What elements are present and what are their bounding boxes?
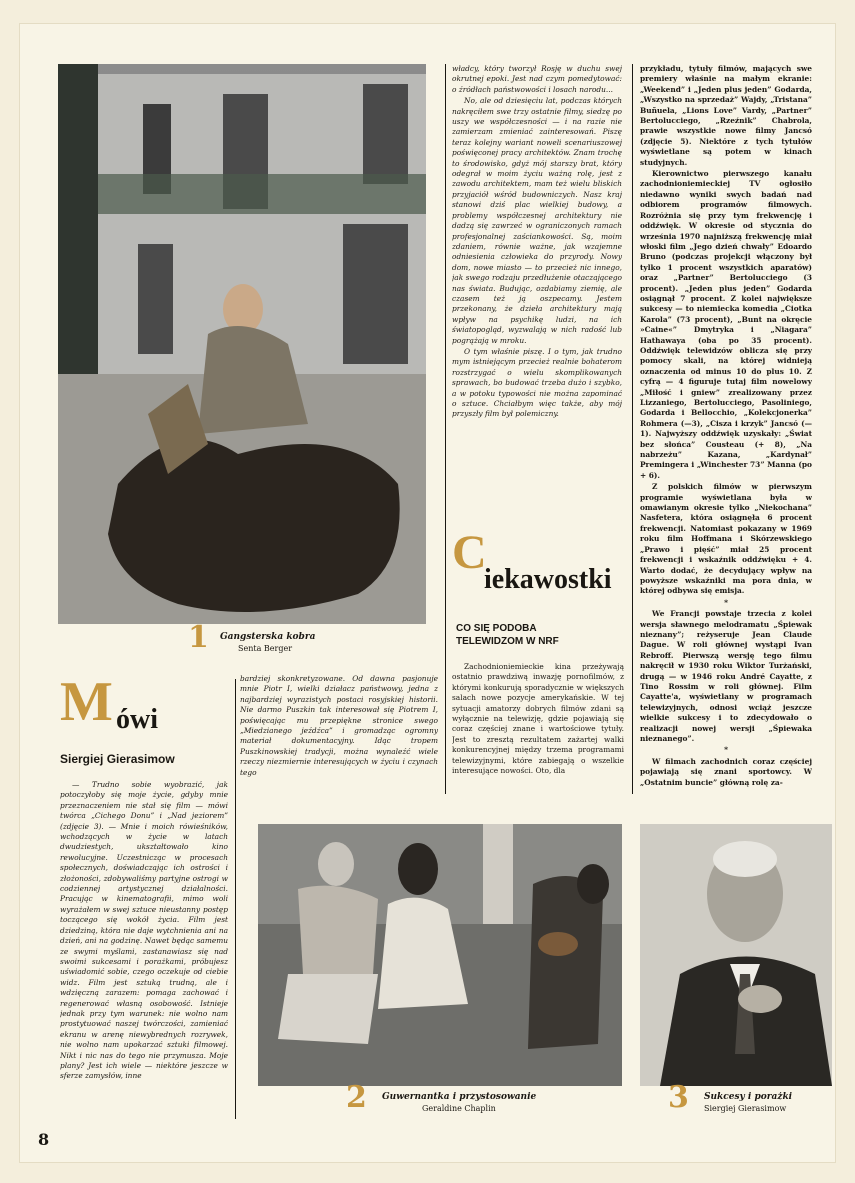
caption-3-number: 3 [668,1080,689,1115]
photo-senta-berger [58,64,426,624]
caption-1-subtitle: Senta Berger [238,644,293,653]
mowi-initial: M [60,671,113,733]
photo-1-image [58,64,426,624]
ciekawostki-subhead: CO SIĘ PODOBA TELEWIDZOM W NRF [456,623,559,647]
photo-geraldine-chaplin [258,824,622,1086]
divider-vertical-2 [632,64,633,794]
col5-para-e: W filmach zachodnich coraz częściej pojawiają się znani sportowcy. W „Ostatnim buncie” główną rolę za- [640,756,812,787]
col3-para-b: No, ale od dziesięciu lat, podczas których nakręciłem swe trzy ostatnie filmy, siedzę po uszy we współczesności — i na razie nie zamierzam zmieniać zainteresowań. Piszę teraz kolejny wariant noweli scenariuszowej poświęconej pracy architektów. Znam trochę to środowisko, gdyż mój starszy brat, który odegrał w moim życiu ważną rolę, jest z zawodu architektem, mam też wielu bliskich przyjaciół wśród budowniczych. Nasz kraj stanowi dziś plac wielkiej budowy, a problemy współczesnej architektury nie dadzą się zawrzeć w ograniczonych ramach profesjonalnej zaściankowości. Są, moim zdaniem, równie ważne, jak wzajemne odniesienia człowieka do przyrody. Nowy dom, nowe miasto — to przecież nic innego, jak swego rodzaju przedłużenie otaczającego nas świata. Budując, ozdabiamy ziemię, ale czasem też ją oszpecamy. Jestem przekonany, że dzieła architektury mają wpływ na psychikę ludzi, na ich światopogląd, wyzwalają w nich radość lub pogrążają w mroku. [452,96,622,345]
caption-1-title: Gangsterska kobra [220,632,316,642]
col3-para-c: O tym właśnie piszę. I o tym, jak trudno mym istniejącym przecież realnie bohaterom rozstrzygać o wielu skomplikowanych sprawach, bo budować trzeba dużo i szybko, a w potoku typowości nie można zapominać o sztuce. Chciałbym więc także, aby mój przyszły film był polemiczny. [452,346,622,419]
ciekawostki-title-rest: iekawostki [484,564,612,595]
col5-star-2: * [724,745,728,755]
caption-3-title: Sukcesy i porażki [704,1092,793,1102]
text-column-3 [452,64,622,544]
col1-text: — Trudno sobie wyobrazić, jak potoczyłoby się moje życie, gdyby mnie przeznaczeniem nie stał się film — mówi twórca „Cichego Donu” i „Nad jeziorem” (zdjęcie 3). — Mnie i moich rówieśników, wchodzących w życie w latach dwudziestych, ukształtowało kino rewolucyjne. Uczestnicząc w procesach społecznych, doświadczając ich ostrości i złożoności, zdobywaliśmy partyjne ostrogi w codziennej artystycznej działalności. Pracując w kinematografii, mimo woli wyrażałem w swej sztuce nieustanny postęp toczącego się wokół życia. Film jest dziedziną, która nie daje wytchnienia ani na dzień, ani na godzinę. Nawet będąc samemu ze swymi myślami, zastanawiasz się nad swoimi sukcesami i porażkami, próbujesz uświadomić sobie, czego oczekuje od ciebie widz. Film jest sztuką trudną, ale i wdzięczną zarazem: pomaga zachować i regenerować własną osobowość. Istnieje jednak przy tym warunek: nie wolno nam prostytuować naszej twórczości, zamieniać ekranu w arenę niewybrednych rozrywek, nie wolno nam upokarzać sztuki filmowej. Nikt i nic nas do tego nie przymusza. Moje plany? Jest ich wiele — niektóre jeszcze w sferze zamysłów, inne [60,780,228,1081]
page-number: 8 [38,1130,50,1149]
divider-vertical-1 [445,64,446,794]
ciekawostki-body [452,662,624,792]
photo-3-image [640,824,832,1086]
photo-siergiej-gierasimow [640,824,832,1086]
text-column-2 [240,674,438,794]
caption-2-number: 2 [346,1080,367,1115]
col5-para-a: przykładu, tytuły filmów, mających swe premiery właśnie na małym ekranie: „Weekend” i „Jeden plus jeden” Godarda, „Wszystko na sprzedaż” Wajdy, „Tristana” Buñuela, „Lions Love” Vardy, „Partner” Bertolucciego, „Rzeźnik” Chabrola, prawie wszystkie nowe filmy Jancsó (zdjęcie 5). Niektóre z tych tytułów wyświetlane są potem w kinach studyjnych. [640,64,812,167]
caption-1-number: 1 [188,620,209,655]
caption-3-subtitle: Siergiej Gierasimow [704,1104,787,1113]
magazine-page [20,24,835,1162]
caption-2-subtitle: Geraldine Chaplin [422,1104,496,1113]
divider-vertical-3 [235,679,236,1119]
mowi-title-rest: ówi [116,704,158,735]
text-column-1 [60,780,228,1120]
col5-para-b: Kierownictwo pierwszego kanału zachodnioniemieckiej TV ogłosiło niedawno wyniki swych badań nad odbiorem programów filmowych. Rozróżnia się przy tym frekwencję i oddźwięk. W okresie od stycznia do września 1970 najniższą frekwencję miał włoski film „Jego dzień chwały” Edoardo Bruno (podczas projekcji włączony był tylko 1 procent wszystkich aparatów) oraz „Partner” Bertolucciego (3 procent). „Jeden plus jeden” Godarda osiągnął 7 procent. Z kolei największe sukcesy — to niemiecka komedia „Ciotka Karola” (73 procent), „Bunt na okręcie »Caine«” Dmytryka i „Niagara” Hathawaya (oba po 35 procent). Oddźwięk telewidzów oblicza się przy pomocy skali, na której widnieją oznaczenia od minus 10 do plus 10. Z cyfrą — 4 figuruje tutaj film nowelowy „Miłość i gniew” zrealizowany przez Lizzaniego, Bertolucciego, Pasoliniego, Godarda i Bellocchio, „Kolekcjonerka” Rohmera (—3), „Cisza i krzyk” Jancsó (—1). Najwyższy oddźwięk uzyskały: „Świat bez słońca” Cousteau (+ 8), „Na nabrzeżu” Kazana, „Kardynał” Premingera i „Winchester 73” Manna (po + 6). [640,169,812,480]
col5-para-d: We Francji powstaje trzecia z kolei wersja sławnego melodramatu „Śpiewak nieznany”; reżyseruje Jean Claude Dague. W roli głównej wystąpi Ivan Rebroff. Pierwszą wersję tego filmu nakręcił w 1930 roku Wiktor Turżański, drugą — w 1946 roku André Cayatte, z Tino Rossim w roli głównej. Film Cayatte'a, wyświetlany w programach telewizyjnych, odnosi wciąż jeszcze wielkie sukcesy i to zdecydowało o realizacji nowej wersji „Śpiewaka nieznanego”. [640,609,812,743]
col2-text: bardziej skonkretyzowane. Od dawna pasjonuje mnie Piotr I, wielki działacz państwowy, jedna z najbardziej wyrazistych postaci rosyjskiej historii. Nie darmo Puszkin tak interesował się Piotrem I, poświęcając mu przepiękne stronice swego „Miedzianego jeźdźca” i gromadząc ogromny materiał dokumentacyjny. Idąc tropem Puszkinowskiej tradycji, można wynaleźć wiele rzeczy niezmiernie interesujących w życiu i czynach tego [240,674,438,777]
col5-para-c: Z polskich filmów w pierwszym programie wyświetlana była w omawianym okresie tylko „Niekochana” Nasfetera, która osiągnęła 6 procent frekwencji. Natomiast pokazany w 1969 roku film Hoffmana i Skórzewskiego „Prawo i pięść” miał 25 procent frekwencji i wskaźnik oddźwięku + 4. Warto dodać, że decydujący wpływ na powyższe wskaźniki ma pora dnia, w której odbywa się emisja. [640,482,812,596]
photo-2-image [258,824,622,1086]
col5-star-1: * [724,597,728,607]
caption-2-title: Guwernantka i przystosowanie [382,1092,537,1102]
mowi-author: Siergiej Gierasimow [60,752,175,766]
text-column-5 [640,64,812,794]
ciekawostki-initial: C [452,526,487,579]
ciekawostki-body-text: Zachodnioniemieckie kina przeżywają ostatnio prawdziwą inwazję pornofilmów, z którymi konkurują sporadycznie w większych salach nowe pozycje amerykańskie. W tej sytuacji amatorzy dobrych filmów zdani są wyłącznie na telewizję, gdzie pojawiają się coraz częściej znane i wartościowe tytuły. Jest to zresztą rezultatem zażartej walki konkurencyjnej między trzema programami telewizyjnymi, które zabiegają o wszelkie interesujące nowości. Oto, dla [452,662,624,776]
col3-para-a: władcy, który tworzył Rosję w duchu swej okrutnej epoki. Jest nad czym pomedytować: o źródłach państwowości i losach narodu... [452,64,622,94]
